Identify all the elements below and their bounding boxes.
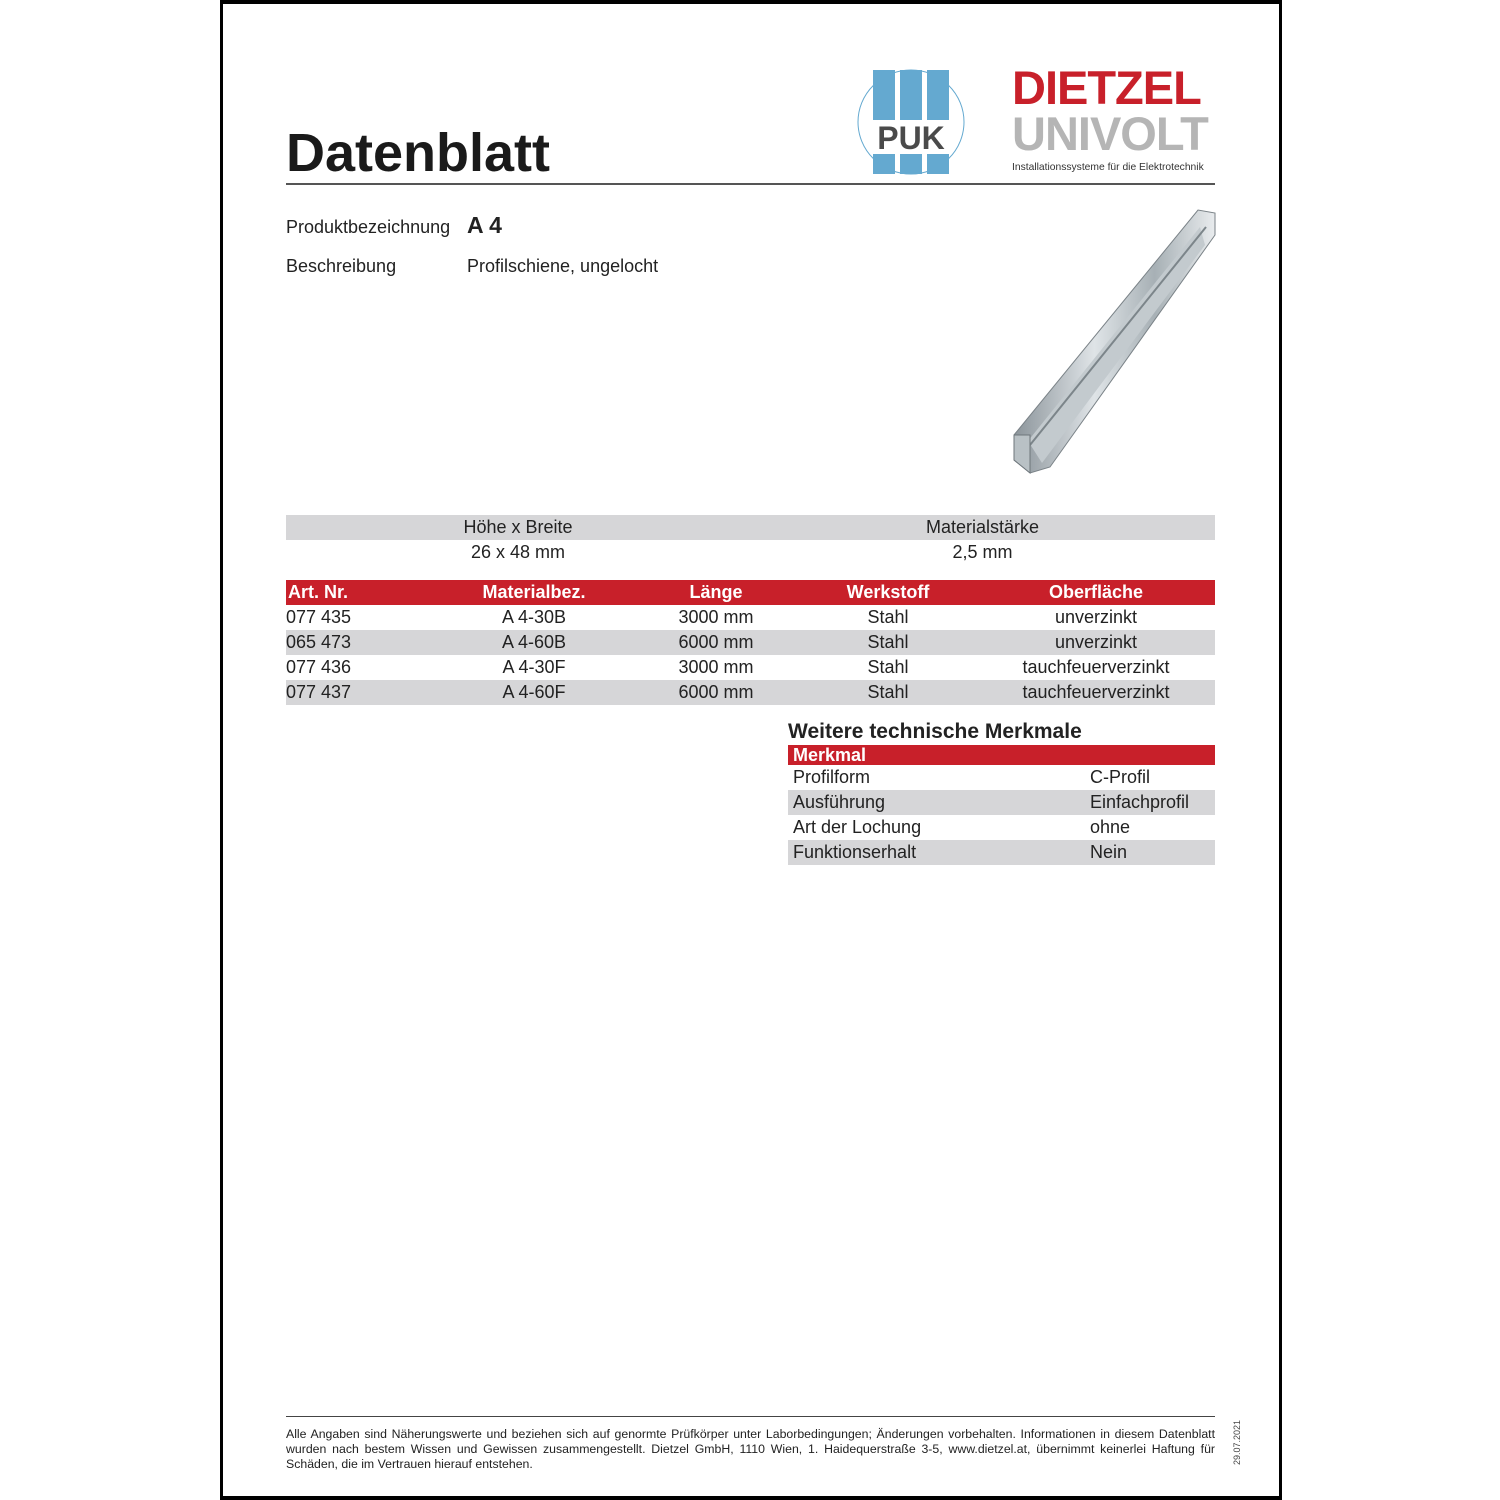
feature-row xyxy=(788,840,1215,865)
feature-value: C-Profil xyxy=(1090,767,1151,787)
dietzel-univolt-logo xyxy=(1012,61,1217,173)
col-materialbez: Materialbez. xyxy=(482,582,586,602)
logo-univolt-text: UNIVOLT xyxy=(1012,107,1208,160)
dimensions-header-thickness: Materialstärke xyxy=(925,517,1040,537)
feature-value: ohne xyxy=(1090,817,1131,837)
footer-disclaimer: Alle Angaben sind Näherungswerte und beziehen sich auf genormte Prüfkörper unter Laborbedingungen; Änderungen vorbehalten. Informationen in diesem Datenblatt wurden nach bestem Wissen und Gewissen zusammengestellt. Dietzel GmbH, 1110 Wien, 1. Haidequerstraße 3-5, www.dietzel.at, übernimmt keinerlei Haftung für Schäden, die im Vertrauen hierauf entstehen. xyxy=(286,1427,1215,1471)
cell-laenge: 3000 mm xyxy=(678,657,754,677)
features-title: Weitere technische Merkmale xyxy=(788,720,1082,743)
col-art-nr: Art. Nr. xyxy=(288,582,349,602)
dimensions-thickness: 2,5 mm xyxy=(952,542,1013,562)
header-divider xyxy=(286,183,1215,185)
product-name-label: Produktbezeichnung xyxy=(286,217,451,237)
features-header-row xyxy=(788,745,1215,765)
cell-art-nr: 077 435 xyxy=(286,607,352,627)
feature-value: Nein xyxy=(1090,842,1128,862)
puk-logo xyxy=(855,68,967,176)
col-oberflaeche: Oberfläche xyxy=(1048,582,1144,602)
dimensions-header-height-width: Höhe x Breite xyxy=(463,517,573,537)
table-row xyxy=(286,605,1215,630)
feature-row xyxy=(788,765,1215,790)
table-row xyxy=(286,655,1215,680)
cell-oberflaeche: unverzinkt xyxy=(1054,632,1138,652)
feature-name: Profilform xyxy=(793,767,871,787)
logo-dietzel-text: DIETZEL xyxy=(1012,61,1201,114)
cell-materialbez: A 4-60B xyxy=(501,632,567,652)
cell-oberflaeche: tauchfeuerverzinkt xyxy=(1022,657,1170,677)
cell-materialbez: A 4-30B xyxy=(501,607,567,627)
dimensions-header-row xyxy=(286,515,1215,540)
cell-werkstoff: Stahl xyxy=(867,657,909,677)
cell-oberflaeche: tauchfeuerverzinkt xyxy=(1022,682,1170,702)
feature-name: Funktionserhalt xyxy=(793,842,917,862)
cell-werkstoff: Stahl xyxy=(867,632,909,652)
cell-art-nr: 077 436 xyxy=(286,657,352,677)
dimensions-height-width: 26 x 48 mm xyxy=(470,542,566,562)
description-label: Beschreibung xyxy=(286,256,397,276)
feature-row xyxy=(788,815,1215,840)
table-row xyxy=(286,630,1215,655)
col-laenge: Länge xyxy=(689,582,743,602)
table-row xyxy=(286,680,1215,705)
cell-laenge: 6000 mm xyxy=(678,682,754,702)
col-werkstoff: Werkstoff xyxy=(846,582,930,602)
cell-art-nr: 077 437 xyxy=(286,682,352,702)
cell-werkstoff: Stahl xyxy=(867,682,909,702)
feature-row xyxy=(788,790,1215,815)
feature-value: Einfachprofil xyxy=(1090,792,1190,812)
cell-materialbez: A 4-60F xyxy=(502,682,566,702)
page-title: Datenblatt xyxy=(286,123,551,183)
feature-name: Art der Lochung xyxy=(793,817,922,837)
description: Profilschiene, ungelocht xyxy=(467,256,659,276)
footer-date: 29.07.2021 xyxy=(1232,1419,1242,1465)
product-image-rail xyxy=(1000,205,1220,485)
logo-tagline: Installationssysteme für die Elektrotechnik xyxy=(1012,162,1204,173)
cell-laenge: 3000 mm xyxy=(678,607,754,627)
cell-werkstoff: Stahl xyxy=(867,607,909,627)
svg-text:PUK: PUK xyxy=(877,120,945,156)
cell-oberflaeche: unverzinkt xyxy=(1054,607,1138,627)
articles-header-row xyxy=(286,580,1215,605)
cell-laenge: 6000 mm xyxy=(678,632,754,652)
features-header: Merkmal xyxy=(793,745,867,765)
cell-materialbez: A 4-30F xyxy=(502,657,566,677)
dimensions-value-row xyxy=(286,540,1215,565)
footer-divider xyxy=(286,1416,1215,1417)
product-name: A 4 xyxy=(467,212,502,238)
feature-name: Ausführung xyxy=(793,792,886,812)
cell-art-nr: 065 473 xyxy=(286,632,352,652)
